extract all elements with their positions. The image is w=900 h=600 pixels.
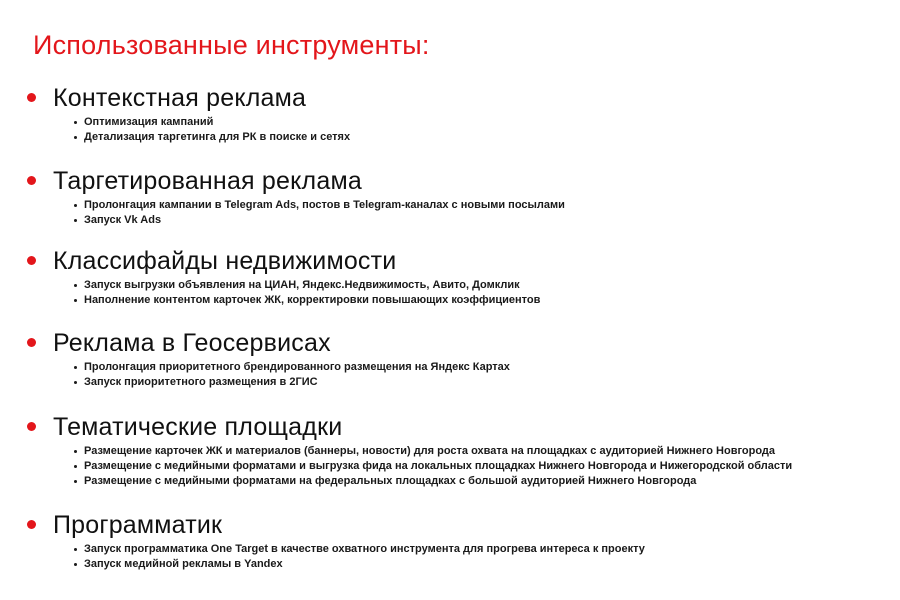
bullet-dot-icon — [74, 299, 77, 302]
list-item-text: Пролонгация кампании в Telegram Ads, постов в Telegram-каналах с новыми посылами — [84, 199, 565, 211]
bullet-dot-icon — [74, 465, 77, 468]
list-item — [74, 444, 900, 459]
list-item-text: Запуск медийной рекламы в Yandex — [84, 558, 283, 570]
section-heading-row — [27, 164, 887, 198]
red-bullet-icon — [27, 520, 36, 529]
page-title: Использованные инструменты: — [33, 30, 430, 60]
list-item — [74, 278, 900, 293]
list-item — [74, 293, 900, 308]
section-thematic-platforms — [27, 410, 887, 489]
sub-list — [74, 278, 900, 308]
red-bullet-icon — [27, 338, 36, 347]
bullet-dot-icon — [74, 219, 77, 222]
bullet-dot-icon — [74, 284, 77, 287]
section-heading: Контекстная реклама — [53, 84, 307, 112]
list-item-text: Размещение с медийными форматами и выгрузка фида на локальных площадках Нижнего Новгорода и Нижегородской области — [84, 460, 793, 472]
section-programmatic — [27, 508, 887, 572]
bullet-dot-icon — [74, 450, 77, 453]
section-heading: Программатик — [53, 511, 223, 539]
red-bullet-icon — [27, 93, 36, 102]
list-item — [74, 130, 900, 145]
section-heading-row — [27, 81, 887, 115]
red-bullet-icon — [27, 176, 36, 185]
bullet-dot-icon — [74, 563, 77, 566]
list-item-text: Размещение карточек ЖК и материалов (баннеры, новости) для роста охвата на площадках с аудиторией Нижнего Новгорода — [84, 445, 776, 457]
list-item — [74, 542, 900, 557]
section-heading-row — [27, 410, 887, 444]
section-geoservices-ads — [27, 326, 887, 390]
bullet-dot-icon — [74, 136, 77, 139]
list-item — [74, 557, 900, 572]
bullet-dot-icon — [74, 204, 77, 207]
list-item-text: Запуск приоритетного размещения в 2ГИС — [84, 376, 318, 388]
sub-list — [74, 115, 900, 145]
bullet-dot-icon — [74, 121, 77, 124]
sub-list — [74, 360, 900, 390]
section-heading-row — [27, 508, 887, 542]
list-item — [74, 375, 900, 390]
list-item-text: Запуск программатика One Target в качестве охватного инструмента для прогрева интереса к проекту — [84, 543, 645, 555]
bullet-dot-icon — [74, 548, 77, 551]
bullet-dot-icon — [74, 381, 77, 384]
section-heading-row — [27, 326, 887, 360]
red-bullet-icon — [27, 256, 36, 265]
list-item — [74, 360, 900, 375]
bullet-dot-icon — [74, 366, 77, 369]
list-item-text: Пролонгация приоритетного брендированного размещения на Яндекс Картах — [84, 361, 510, 373]
section-heading-row — [27, 244, 887, 278]
list-item-text: Запуск Vk Ads — [84, 214, 162, 226]
list-item — [74, 115, 900, 130]
sub-list — [74, 542, 900, 572]
list-item — [74, 474, 900, 489]
sub-list — [74, 198, 900, 228]
list-item-text: Запуск выгрузки объявления на ЦИАН, Яндекс.Недвижимость, Авито, Домклик — [84, 279, 520, 291]
list-item-text: Оптимизация кампаний — [84, 116, 214, 128]
sub-list — [74, 444, 900, 489]
bullet-dot-icon — [74, 480, 77, 483]
list-item-text: Размещение с медийными форматами на федеральных площадках с большой аудиторией Нижнего Новгорода — [84, 475, 697, 487]
section-targeted-ads — [27, 164, 887, 228]
section-heading: Тематические площадки — [53, 413, 343, 441]
section-heading: Таргетированная реклама — [53, 167, 362, 195]
list-item-text: Наполнение контентом карточек ЖК, корректировки повышающих коэффициентов — [84, 294, 541, 306]
section-heading: Реклама в Геосервисах — [53, 329, 331, 357]
section-contextual-ads — [27, 81, 887, 145]
list-item — [74, 459, 900, 474]
red-bullet-icon — [27, 422, 36, 431]
list-item-text: Детализация таргетинга для РК в поиске и сетях — [84, 131, 351, 143]
section-heading: Классифайды недвижимости — [53, 247, 397, 275]
section-real-estate-classifieds — [27, 244, 887, 308]
list-item — [74, 213, 900, 228]
list-item — [74, 198, 900, 213]
